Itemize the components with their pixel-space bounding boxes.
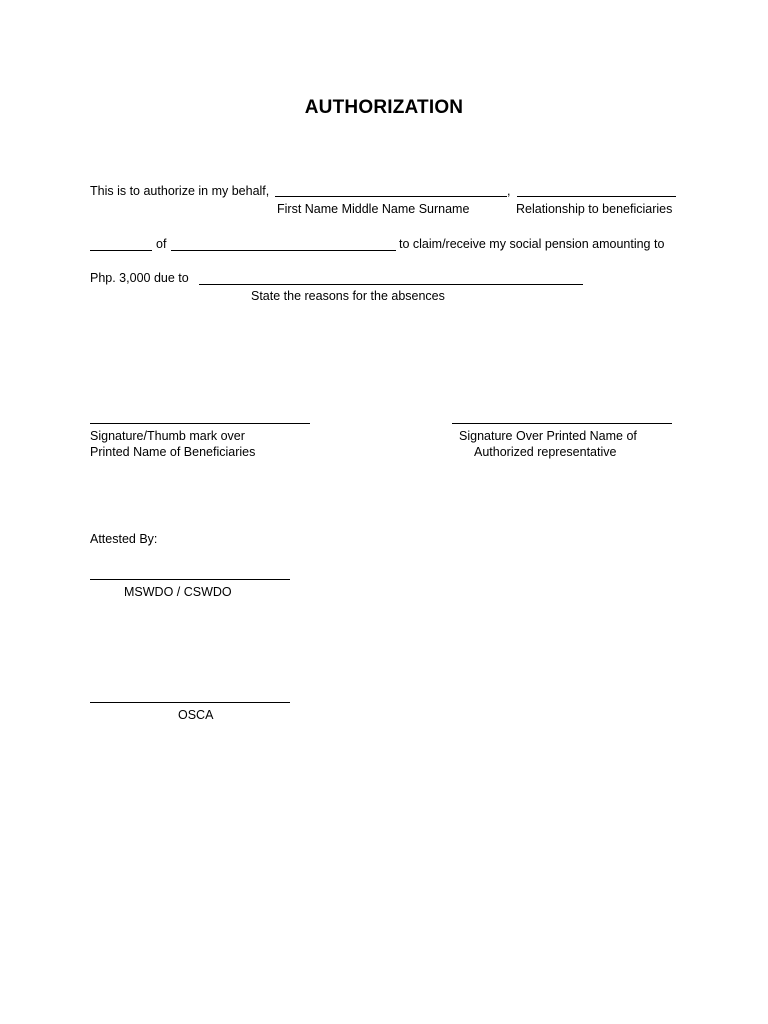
reason-blank-line bbox=[199, 284, 583, 285]
representative-signature-line bbox=[452, 423, 672, 424]
osca-signature-line bbox=[90, 702, 290, 703]
claim-text: to claim/receive my social pension amounting to bbox=[399, 237, 665, 251]
relationship-caption: Relationship to beneficiaries bbox=[516, 202, 673, 216]
mswdo-signature-line bbox=[90, 579, 290, 580]
relationship-blank-line bbox=[517, 196, 676, 197]
name-caption: First Name Middle Name Surname bbox=[277, 202, 470, 216]
beneficiary-signature-caption-1: Signature/Thumb mark over bbox=[90, 429, 245, 443]
mswdo-caption: MSWDO / CSWDO bbox=[124, 585, 232, 599]
beneficiary-signature-line bbox=[90, 423, 310, 424]
reason-caption: State the reasons for the absences bbox=[251, 289, 445, 303]
prefix-blank-line bbox=[90, 250, 152, 251]
beneficiary-signature-caption-2: Printed Name of Beneficiaries bbox=[90, 445, 256, 459]
beneficiary-blank-line bbox=[171, 250, 396, 251]
osca-caption: OSCA bbox=[178, 708, 214, 722]
representative-signature-caption-2: Authorized representative bbox=[474, 445, 617, 459]
authorize-intro-text: This is to authorize in my behalf, bbox=[90, 184, 270, 198]
attested-by-label: Attested By: bbox=[90, 532, 158, 546]
comma-text: , bbox=[507, 184, 511, 198]
document-title: AUTHORIZATION bbox=[304, 97, 464, 118]
representative-signature-caption-1: Signature Over Printed Name of bbox=[459, 429, 637, 443]
of-text: of bbox=[156, 237, 167, 251]
name-blank-line bbox=[275, 196, 507, 197]
amount-text: Php. 3,000 due to bbox=[90, 271, 189, 285]
